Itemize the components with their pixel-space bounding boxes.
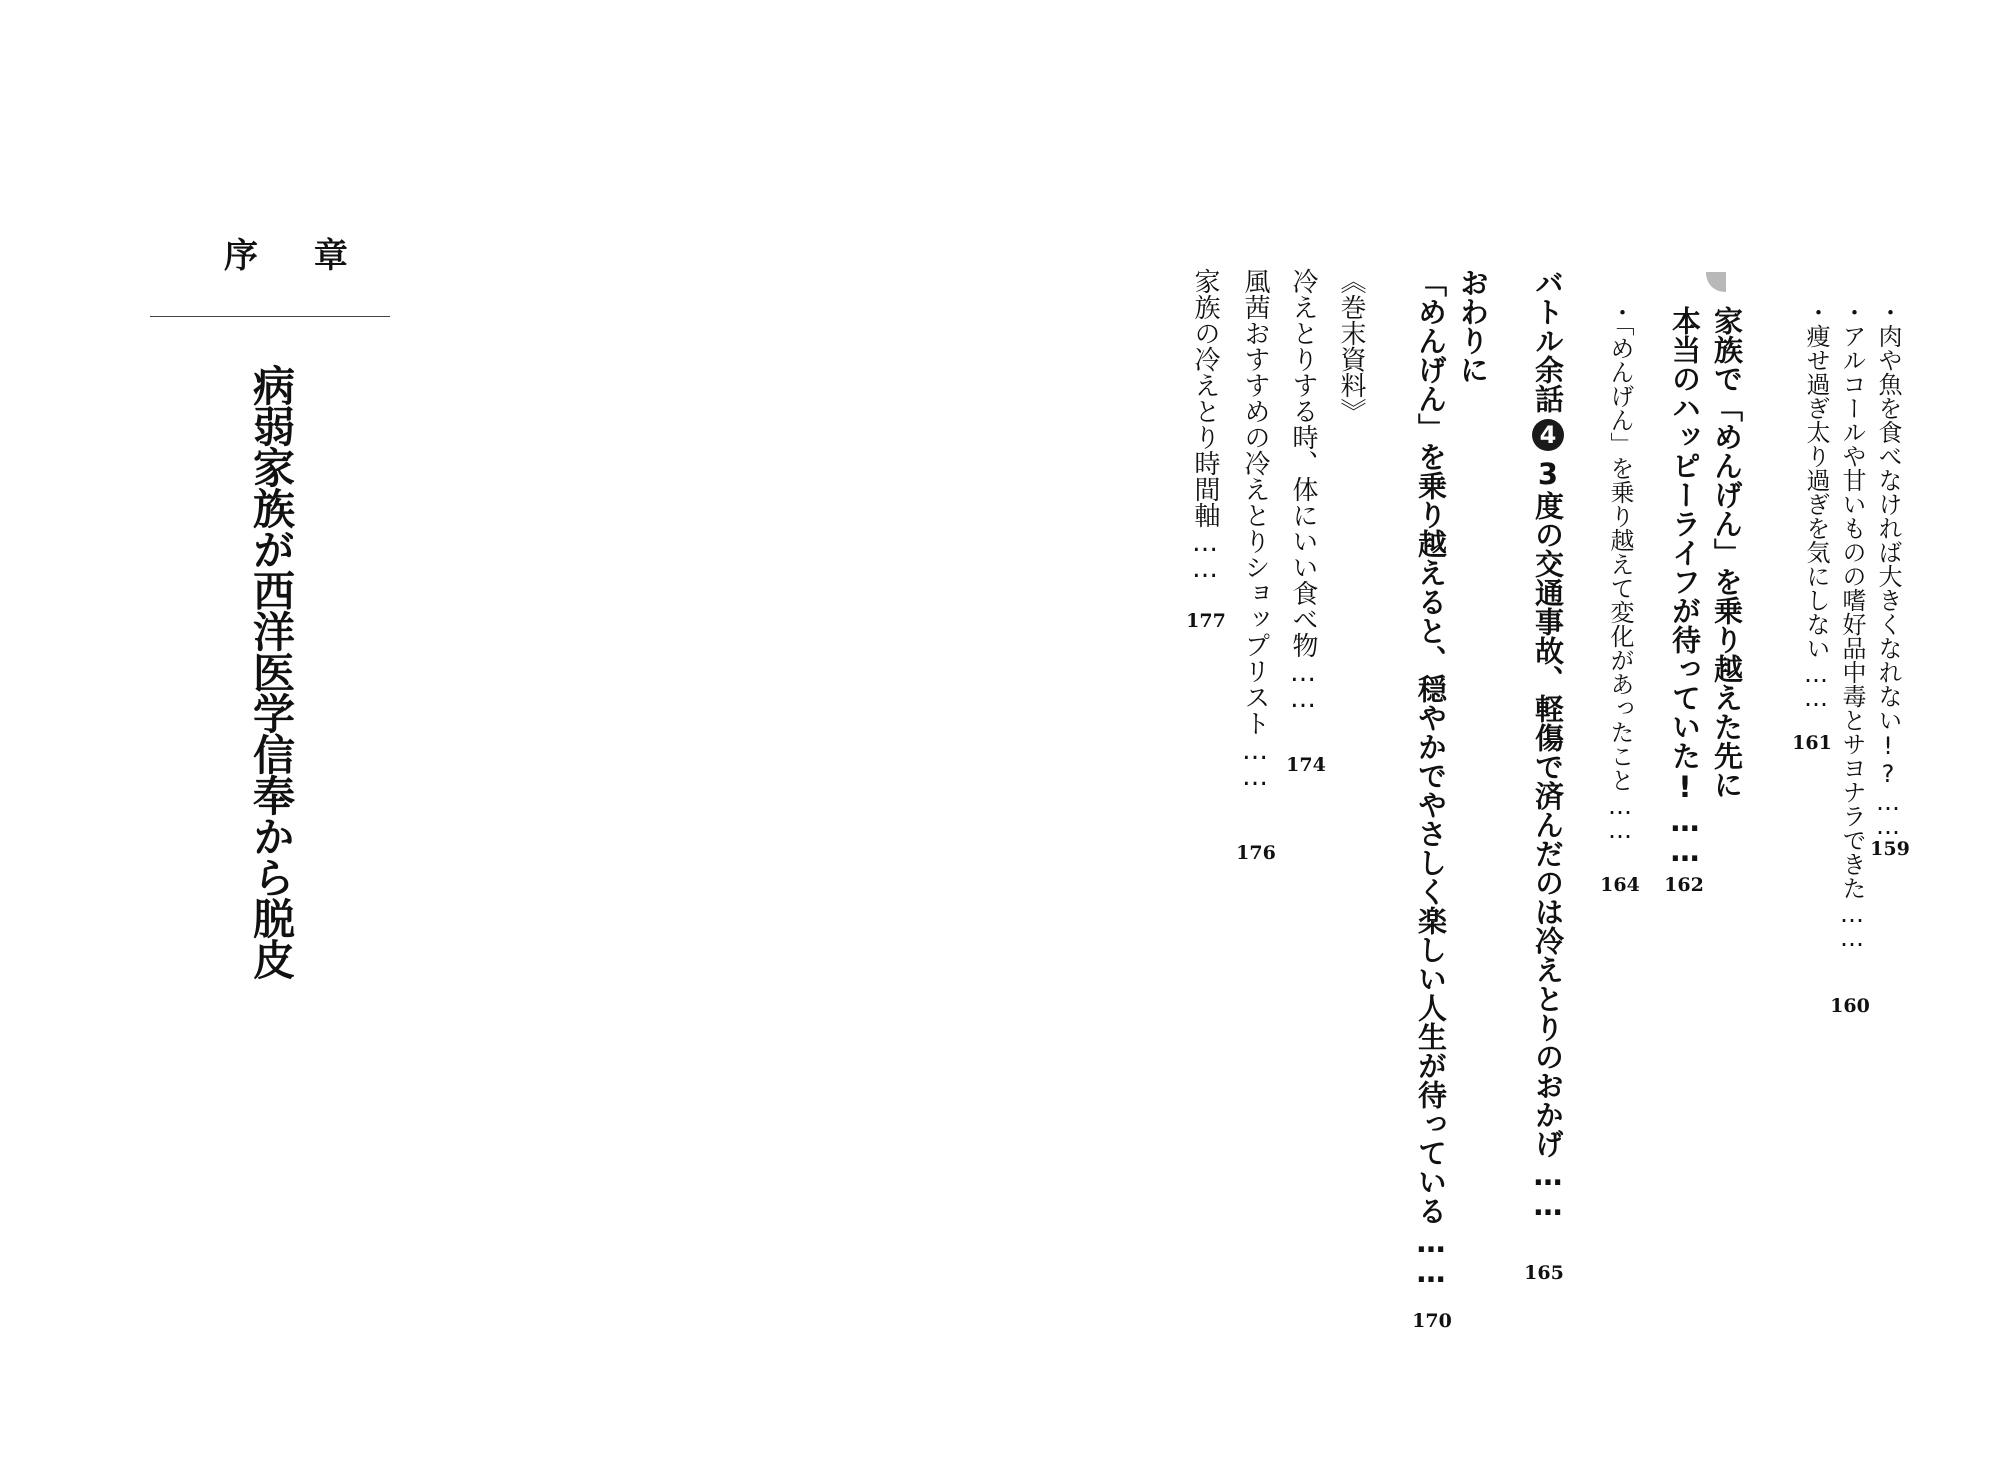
toc-entry-text: 本当のハッピーライフが待っていた! xyxy=(1668,306,1702,804)
toc-entry-text: ・肉や魚を食べなければ大きくなれない!? xyxy=(1874,300,1902,788)
toc-entry[interactable] xyxy=(1532,268,1564,1218)
toc-entry-text: おわりに xyxy=(1456,268,1490,384)
toc-entry[interactable] xyxy=(1668,306,1702,864)
toc-page-number: 176 xyxy=(1236,842,1276,864)
chapter-title: 病弱家族が西洋医学信奉から脱皮 xyxy=(247,364,296,979)
toc-leader-dots: …… xyxy=(1240,736,1270,788)
toc-page-number: 164 xyxy=(1600,874,1640,896)
toc-entry[interactable] xyxy=(1242,268,1268,788)
toc-entry[interactable] xyxy=(1608,300,1632,840)
toc-leader-dots: …… xyxy=(1606,792,1634,840)
toc-entry[interactable] xyxy=(1414,268,1448,1285)
toc-entry-text: 家族の冷えとり時間軸 xyxy=(1190,268,1220,528)
toc-leader-dots: …… xyxy=(1288,658,1318,710)
toc-leader-dots: …… xyxy=(1838,900,1866,948)
chapter-divider xyxy=(150,316,390,317)
toc-entry-text: 3度の交通事故、軽傷で済んだのは冷えとりのおかげ xyxy=(1531,457,1565,1158)
toc-entry-text: 冷えとりする時、体にいい食べ物 xyxy=(1288,268,1318,658)
toc-leader-dots: …… xyxy=(1190,528,1220,580)
toc-entry-text: 風茜おすすめの冷えとりショップリスト xyxy=(1240,268,1270,736)
toc-entry-prefix: バトル余話 xyxy=(1531,268,1565,413)
toc-entry-line[interactable] xyxy=(1456,268,1490,384)
toc-page-number: 160 xyxy=(1830,995,1870,1017)
toc-page-number: 174 xyxy=(1286,754,1326,776)
toc-entry-line[interactable] xyxy=(1710,306,1744,799)
toc-leader-dots: …… xyxy=(1668,804,1702,864)
toc-entry[interactable] xyxy=(1192,268,1218,580)
appendix-heading xyxy=(1338,268,1364,424)
toc-leader-dots: …… xyxy=(1414,1225,1448,1285)
toc-entry[interactable] xyxy=(1840,300,1864,948)
circled-number-icon: 4 xyxy=(1534,421,1562,449)
toc-entry[interactable] xyxy=(1804,300,1828,708)
chapter-label: 序 章 xyxy=(224,236,370,276)
toc-leader-dots: …… xyxy=(1802,660,1830,708)
toc-page-number: 177 xyxy=(1186,610,1226,632)
toc-entry-text: 家族で「めんげん」を乗り越えた先に xyxy=(1710,306,1744,799)
toc-entry-text: ・「めんげん」を乗り越えて変化があったこと xyxy=(1606,300,1634,792)
toc-page-number: 165 xyxy=(1524,1262,1564,1284)
toc-entry-text: ・アルコールや甘いものの嗜好品中毒とサヨナラできた xyxy=(1838,300,1866,900)
toc-page-number: 161 xyxy=(1792,732,1832,754)
toc-entry-text: ・痩せ過ぎ太り過ぎを気にしない xyxy=(1802,300,1830,660)
toc-leader-dots: …… xyxy=(1874,788,1902,836)
toc-page-number: 162 xyxy=(1664,874,1704,896)
leaf-icon xyxy=(1704,270,1728,294)
toc-leader-dots: …… xyxy=(1531,1158,1565,1218)
toc-entry[interactable] xyxy=(1290,268,1316,710)
toc-page-number: 159 xyxy=(1870,838,1910,860)
appendix-heading-text: 《巻末資料》 xyxy=(1336,268,1366,424)
toc-entry-text: 「めんげん」を乗り越えると、穏やかでやさしく楽しい人生が待っている xyxy=(1414,268,1448,1225)
toc-entry[interactable] xyxy=(1876,300,1900,836)
toc-page-number: 170 xyxy=(1412,1310,1452,1332)
